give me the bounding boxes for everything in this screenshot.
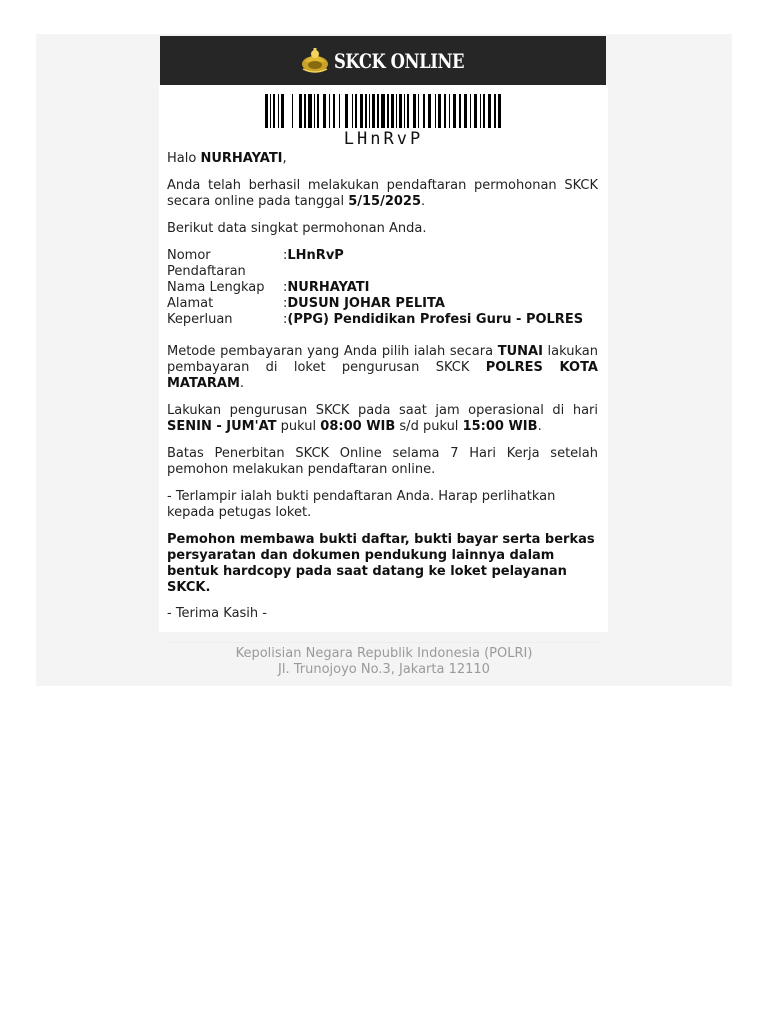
email-header	[160, 36, 606, 85]
detail-label: Alamat	[167, 296, 214, 311]
footer-organization: Kepolisian Negara Republik Indonesia (POLRI)	[235, 646, 533, 661]
email-card	[159, 85, 608, 632]
operating-hours: Lakukan pengurusan SKCK pada saat jam operasional di hari SENIN - JUM'AT pukul 08:00 WIB s/d pukul 15:00 WIB.	[167, 403, 598, 434]
detail-row-keperluan: Keperluan : (PPG) Pendidikan Profesi Guru - POLRES	[167, 312, 584, 327]
detail-value: NURHAYATI	[287, 280, 370, 295]
detail-value: DUSUN JOHAR PELITA	[287, 296, 445, 311]
hours-start: 08:00 WIB	[320, 419, 396, 434]
barcode-code-text: LHnRvP	[343, 129, 424, 149]
payment-info: Metode pembayaran yang Anda pilih ialah secara TUNAI lakukan pembayaran di loket pengurusan SKCK POLRES KOTA MATARAM.	[167, 344, 598, 391]
detail-label: Nomor Pendaftaran	[167, 248, 246, 279]
payment-method: TUNAI	[497, 344, 543, 359]
success-message: Anda telah berhasil melakukan pendaftaran permohonan SKCK secara online pada tanggal 5/15/2025.	[167, 178, 598, 209]
logo-text: SKCK ONLINE	[333, 48, 464, 73]
detail-label: Keperluan	[167, 312, 233, 327]
applicant-name: NURHAYATI	[200, 151, 283, 166]
payment-location: POLRES KOTA MATARAM	[167, 360, 598, 391]
email-background	[36, 34, 732, 686]
deadline-info: Batas Penerbitan SKCK Online selama 7 Hari Kerja setelah pemohon melakukan pendaftaran online.	[167, 446, 598, 477]
summary-intro: Berikut data singkat permohonan Anda.	[167, 221, 427, 236]
barcode-icon	[265, 94, 501, 128]
divider	[167, 642, 598, 643]
detail-value: (PPG) Pendidikan Profesi Guru - POLRES	[287, 312, 584, 327]
registration-details-table	[167, 248, 583, 328]
email-footer	[36, 646, 732, 678]
detail-label: Nama Lengkap	[167, 280, 265, 295]
closing-text: - Terima Kasih -	[167, 606, 267, 621]
detail-row-nama: Nama Lengkap : NURHAYATI	[167, 280, 583, 296]
skck-logo	[300, 47, 467, 75]
detail-row-nomor: Nomor Pendaftaran : LHnRvP	[167, 248, 583, 280]
polri-emblem-icon	[300, 47, 330, 75]
detail-value: LHnRvP	[287, 248, 344, 263]
operating-days: SENIN - JUM'AT	[167, 419, 277, 434]
attachment-note: - Terlampir ialah bukti pendaftaran Anda. Harap perlihatkan kepada petugas loket.	[167, 489, 556, 520]
registration-date: 5/15/2025	[348, 194, 422, 209]
footer-address: Jl. Trunojoyo No.3, Jakarta 12110	[278, 662, 490, 677]
email-content	[167, 151, 598, 633]
detail-row-alamat: Alamat : DUSUN JOHAR PELITA	[167, 296, 583, 312]
requirements-notice: Pemohon membawa bukti daftar, bukti bayar serta berkas persyaratan dan dokumen pendukung lainnya dalam bentuk hardcopy pada saat datang ke loket pelayanan SKCK.	[167, 532, 595, 595]
greeting: Halo NURHAYATI,	[167, 151, 287, 166]
hours-end: 15:00 WIB	[462, 419, 538, 434]
